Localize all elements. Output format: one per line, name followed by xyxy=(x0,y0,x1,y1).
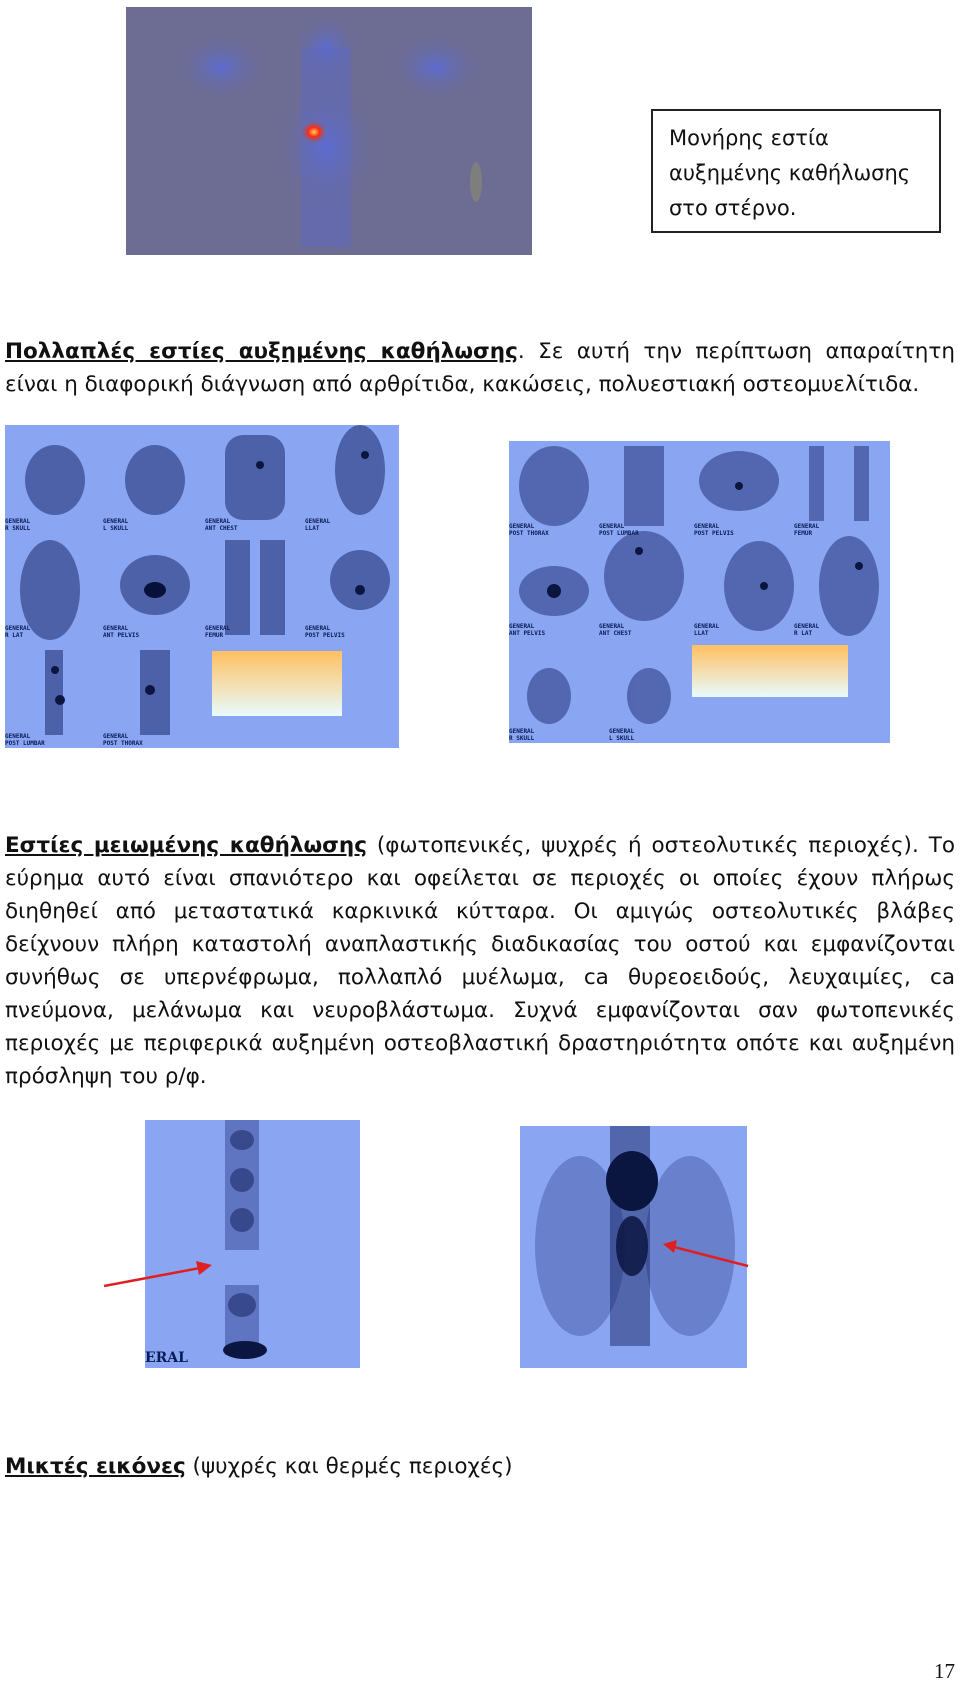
caption-box xyxy=(651,109,941,233)
scan-right-label-1: GENERAL POST THORAX xyxy=(509,523,549,537)
scan-right-label-6: GENERAL ANT CHEST xyxy=(599,623,632,637)
scan-left-label-2: GENERAL L SKULL xyxy=(103,518,129,532)
section-multiple-foci-heading: Πολλαπλές εστίες αυξημένης καθήλωσης xyxy=(5,339,518,364)
section-mixed-images xyxy=(5,1450,955,1483)
photopenic-spine-scan xyxy=(145,1120,360,1368)
scan-right-label-2: GENERAL POST LUMBAR xyxy=(599,523,639,537)
scan-right-label-7: GENERAL LLAT xyxy=(694,623,720,637)
scan-left-label-6: GENERAL ANT PELVIS xyxy=(103,625,140,639)
scan-right-label-5: GENERAL ANT PELVIS xyxy=(509,623,546,637)
sternum-scan-image xyxy=(126,7,532,255)
scan-left-label-9: GENERAL POST LUMBAR xyxy=(5,733,45,747)
section-reduced-uptake-heading: Εστίες μειωμένης καθήλωσης xyxy=(5,833,367,858)
scan-left-label-1: GENERAL R SKULL xyxy=(5,518,31,532)
scan-left-label-8: GENERAL POST PELVIS xyxy=(305,625,345,639)
scan-left-label-3: GENERAL ANT CHEST xyxy=(205,518,238,532)
spine-scan-label: ERAL xyxy=(145,1350,189,1366)
scan-right-label-10: GENERAL L SKULL xyxy=(609,728,635,742)
photopenic-spine-scan-graphic xyxy=(145,1120,360,1368)
scan-right-label-4: GENERAL FEMUR xyxy=(794,523,820,537)
scan-right-label-8: GENERAL R LAT xyxy=(794,623,820,637)
scan-right-label-3: GENERAL POST PELVIS xyxy=(694,523,734,537)
section-reduced-uptake xyxy=(5,829,955,1093)
arrow-right xyxy=(660,1238,750,1274)
sternum-scan-graphic xyxy=(126,7,532,255)
arrow-left xyxy=(100,1258,215,1293)
multi-foci-scan-right xyxy=(509,441,890,743)
scan-left-label-4: GENERAL LLAT xyxy=(305,518,331,532)
color-scale-bar-left xyxy=(212,651,342,716)
multi-foci-scan-left xyxy=(5,425,399,748)
section-reduced-uptake-text: (φωτοπενικές, ψυχρές ή οστεολυτικές περιοχές). Το εύρημα αυτό είναι σπανιότερο και οφείλεται σε περιοχές οι οποίες έχουν πλήρως διηθηθεί από μεταστατικά καρκινικά κύτταρα. Οι αμιγώς οστεολυτικές βλάβες δείχνουν πλήρη καταστολή αναπλαστικής διαδικασίας του οστού και εμφανίζονται συνήθως σε υπερνέφρωμα, πολλαπλό μυέλωμα, ca θυρεοειδούς, λευχαιμίες, ca πνεύμονα, μελάνωμα και νευροβλάστωμα. Συχνά εμφανίζονται σαν φωτοπενικές περιοχές με περιφερικά αυξημένη οστεοβλαστική δραστηριότητα οπότε και αυξημένη πρόσληψη του ρ/φ. xyxy=(5,833,956,1089)
scan-left-label-7: GENERAL FEMUR xyxy=(205,625,231,639)
caption-line-3: στο στέρνο. xyxy=(669,196,797,220)
page-number: 17 xyxy=(934,1659,955,1683)
caption-line-2: αυξημένης καθήλωσης xyxy=(669,161,911,185)
scan-left-label-10: GENERAL POST THORAX xyxy=(103,733,143,747)
scan-left-label-5: GENERAL R LAT xyxy=(5,625,31,639)
scan-right-label-9: GENERAL R SKULL xyxy=(509,728,535,742)
section-mixed-images-heading: Μικτές εικόνες xyxy=(5,1454,186,1479)
section-multiple-foci-text: . Σε αυτή την περίπτωση απαραίτητη είναι η διαφορική διάγνωση από αρθρίτιδα, κακώσεις, πολυεστιακή οστεομυελίτιδα. xyxy=(5,339,955,397)
section-multiple-foci xyxy=(5,335,955,401)
multi-foci-scan-right-graphic xyxy=(509,441,890,743)
multi-foci-scan-left-graphic xyxy=(5,425,399,748)
section-mixed-images-text: (ψυχρές και θερμές περιοχές) xyxy=(185,1454,513,1479)
color-scale-bar-right xyxy=(692,645,848,697)
caption-line-1: Μονήρης εστία xyxy=(669,126,829,150)
